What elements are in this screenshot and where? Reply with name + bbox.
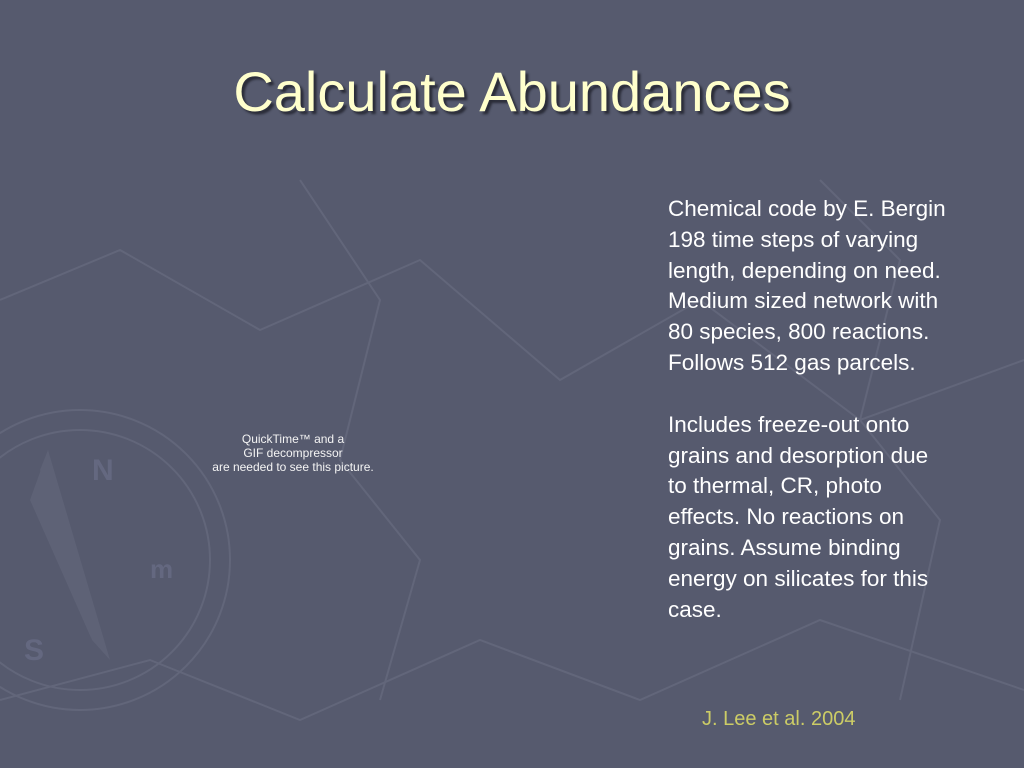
paragraph-line: 198 time steps of varying: [668, 226, 919, 252]
paragraph-line: Chemical code by E. Bergin: [668, 196, 946, 221]
paragraph-line: Follows 512 gas parcels.: [668, 349, 916, 375]
paragraph-freeze-out: [668, 410, 998, 626]
quicktime-image-placeholder: [190, 432, 396, 474]
placeholder-line: GIF decompressor: [243, 446, 343, 460]
citation: J. Lee et al. 2004: [702, 708, 856, 730]
paragraph-line: Includes freeze-out onto: [668, 411, 910, 437]
compass-letter-e-icon: m: [150, 554, 174, 584]
placeholder-line: QuickTime™ and a: [241, 432, 345, 446]
slide-title: Calculate Abundances: [233, 60, 791, 123]
paragraph-line: case.: [668, 596, 722, 622]
compass-letter-s-icon: S: [24, 634, 45, 667]
paragraph-chemical-code: [668, 194, 998, 379]
paragraph-line: length, depending on need.: [668, 257, 941, 283]
placeholder-line: are needed to see this picture.: [212, 460, 374, 474]
paragraph-line: to thermal, CR, photo: [668, 473, 882, 499]
paragraph-line: effects. No reactions on: [668, 504, 904, 530]
slide-body-text: [668, 194, 998, 625]
paragraph-line: grains and desorption due: [668, 442, 929, 468]
paragraph-line: 80 species, 800 reactions.: [668, 319, 930, 345]
compass-letter-n-icon: N: [92, 454, 114, 487]
paragraph-line: Medium sized network with: [668, 288, 939, 314]
paragraph-line: energy on silicates for this: [668, 565, 929, 591]
paragraph-line: grains. Assume binding: [668, 534, 901, 560]
